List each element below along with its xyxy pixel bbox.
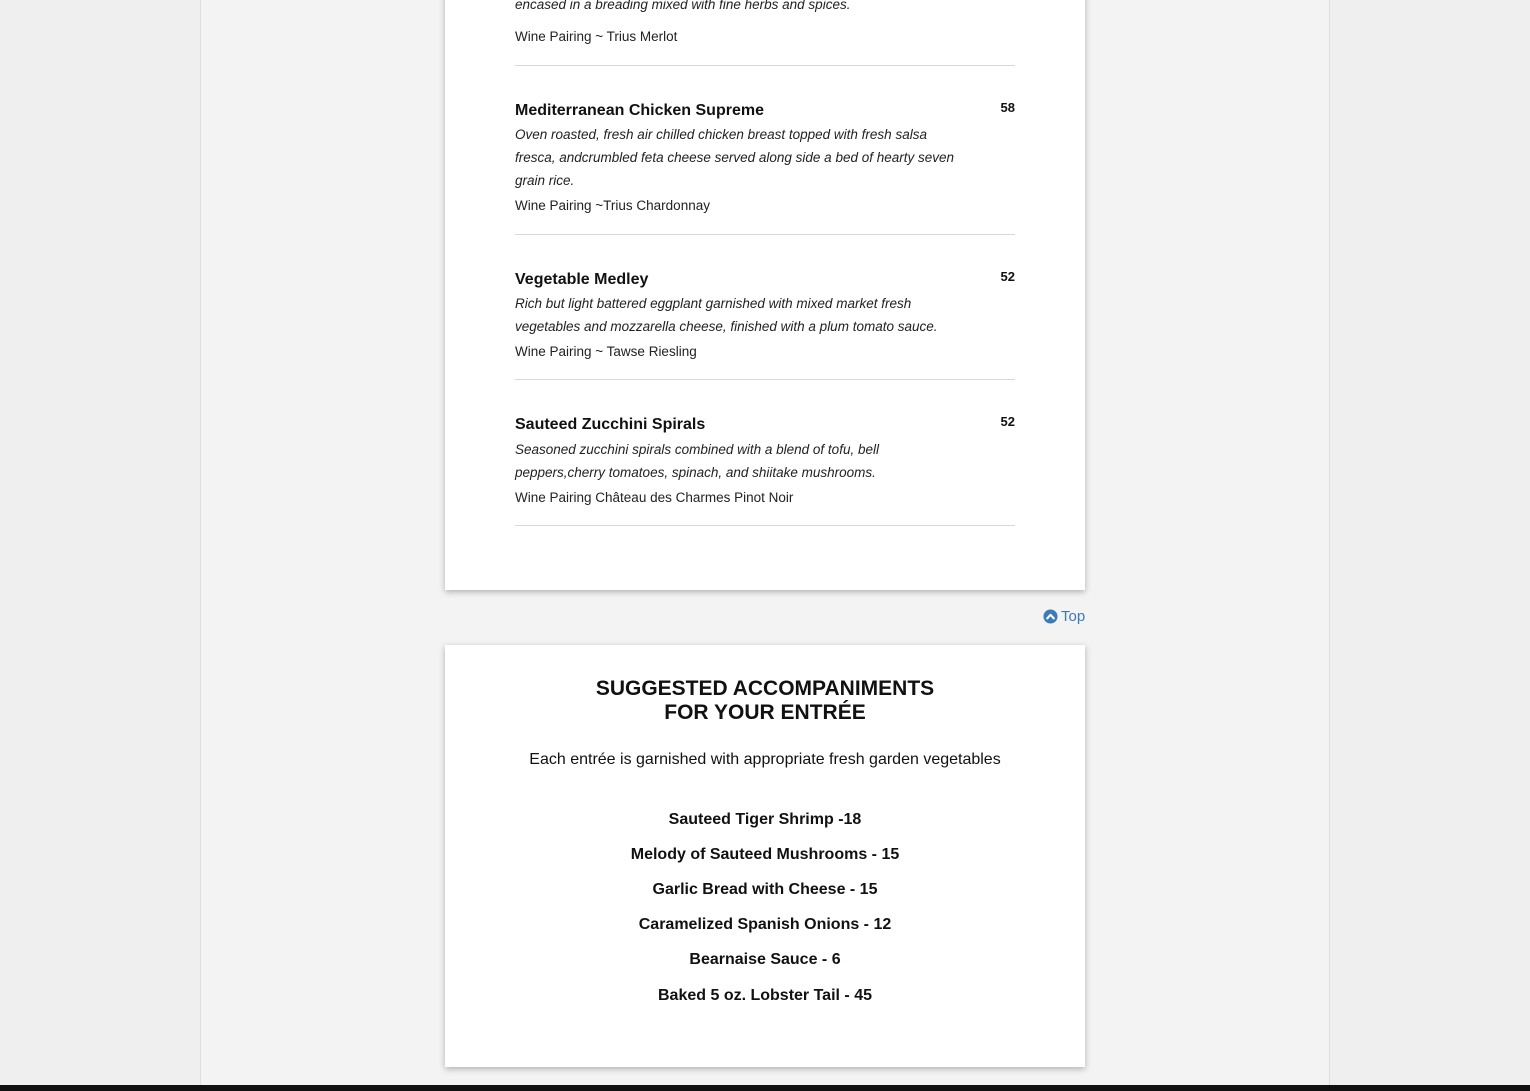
accompaniment-item: Garlic Bread with Cheese - 15 [652,881,878,898]
back-to-top-label: Top [1061,608,1086,625]
menu-item-wine-pairing: Wine Pairing ~ Trius Merlot [515,29,678,44]
menu-item-price: 58 [1000,100,1015,115]
accompaniment-item: Baked 5 oz. Lobster Tail - 45 [658,987,872,1004]
menu-item-description: Rich but light battered eggplant garnished with mixed market fresh vegetables and mozzarella cheese, finished with a plum tomato sauce. [515,296,938,334]
menu-item-description: Oven roasted, fresh air chilled chicken breast topped with fresh salsa fresca, andcrumbled feta cheese served along side a bed of hearty seven grain rice. [515,127,955,188]
menu-item-wine-pairing: Wine Pairing Château des Charmes Pinot Noir [515,490,794,505]
menu-item-description: Seasoned zucchini spirals combined with a blend of tofu, bell peppers,cherry tomatoes, spinach, and shiitake mushrooms. [515,442,879,480]
back-to-top-link[interactable] [1043,608,1085,625]
item-divider [515,65,1015,66]
item-divider [515,234,1015,235]
accompaniments-title-line1: SUGGESTED ACCOMPANIMENTS [595,677,935,700]
accompaniments-title-line2: FOR YOUR ENTRÉE [664,701,866,724]
menu-item-description: encased in a breading mixed with fine herbs and spices. [515,0,851,12]
chevron-up-circle-icon [1043,609,1058,624]
menu-item-price: 52 [1000,414,1015,429]
menu-item-wine-pairing: Wine Pairing ~Trius Chardonnay [515,198,710,213]
menu-item-price: 52 [1000,269,1015,284]
entree-menu-card [445,0,1085,590]
menu-item-name: Vegetable Medley [515,271,649,288]
accompaniments-title [445,677,1085,725]
item-divider [515,379,1015,380]
menu-item-name: Sauteed Zucchini Spirals [515,416,706,433]
item-divider [515,525,1015,526]
menu-item-wine-pairing: Wine Pairing ~ Tawse Riesling [515,344,697,359]
accompaniment-item: Caramelized Spanish Onions - 12 [638,916,892,933]
accompaniments-subtitle: Each entrée is garnished with appropriate fresh garden vegetables [529,751,1001,768]
footer-bar [0,1085,1530,1091]
accompaniment-item: Melody of Sauteed Mushrooms - 15 [630,846,900,863]
accompaniment-item: Bearnaise Sauce - 6 [689,951,841,968]
menu-item-name: Mediterranean Chicken Supreme [515,102,764,119]
accompaniments-card [445,645,1085,1067]
accompaniment-item: Sauteed Tiger Shrimp -18 [668,811,862,828]
